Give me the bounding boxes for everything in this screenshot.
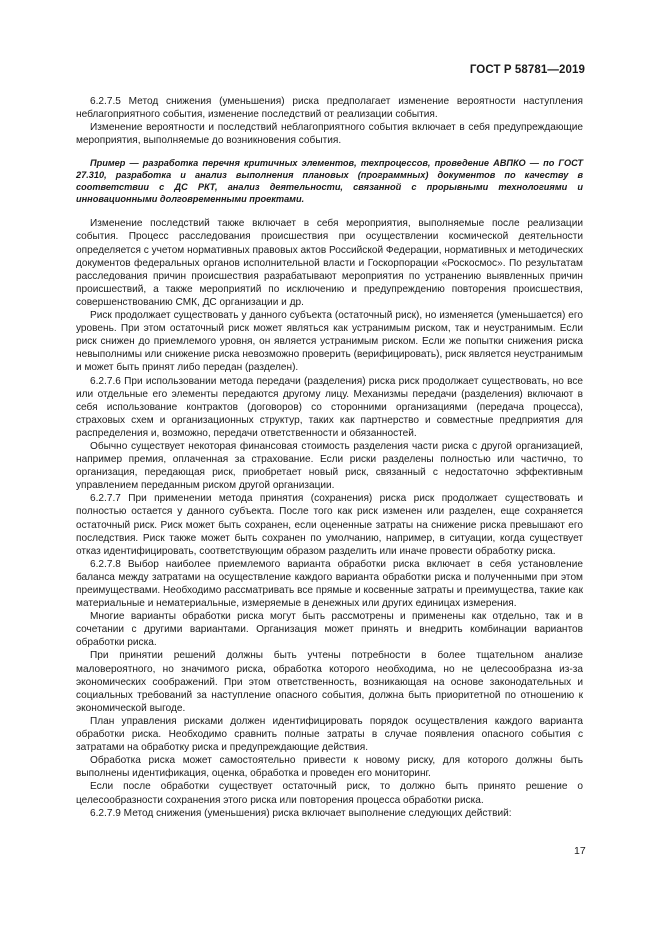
paragraph-6-2-7-8: 6.2.7.8 Выбор наиболее приемлемого варианта обработки риска включает в себя установление баланса между затратами на осуществление каждого варианта обработки риска и полученными при этом преимуществами. Необходимо рассматривать все прямые и косвенные затраты и преимущества, такие как материальные и нематериальные, измеряемые в денежных или других единицах измерения.: [76, 558, 583, 610]
page-number: 17: [574, 845, 586, 857]
paragraph: План управления рисками должен идентифицировать порядок осуществления каждого варианта обработки риска. Необходимо сравнить полные затраты в случае появления опасного события с затратами на обработку риска и предупреждающие действия.: [76, 715, 583, 754]
paragraph-6-2-7-5: 6.2.7.5 Метод снижения (уменьшения) риска предполагает изменение вероятности наступления неблагоприятного события, изменение последствий от реализации события.: [76, 96, 583, 121]
paragraph-6-2-7-9: 6.2.7.9 Метод снижения (уменьшения) риска включает выполнение следующих действий:: [90, 807, 512, 819]
paragraph: Обычно существует некоторая финансовая стоимость разделения части риска с другой организацией, например премия, оплаченная за страхование. Если риски разделены полностью или частично, то организация, передающая риск, приобретает новый риск, связанный с недостаточно эффективным управлением переданным риском другой организации.: [76, 440, 583, 492]
paragraph: Если после обработки существует остаточный риск, то должно быть принято решение о целесообразности сохранения этого риска или повторения процесса обработки риска.: [76, 781, 583, 806]
paragraph: При принятии решений должны быть учтены потребности в более тщательном анализе маловероятного, но значимого риска, обработка которого необходима, но не целесообразна из-за экономических соображений. При этом ответственность, возникающая на основе законодательных и социальных требований за наступление опасного события, должна быть приоритетной по отношению к экономической выгоде.: [76, 650, 583, 714]
paragraph: Обработка риска может самостоятельно привести к новому риску, для которого должны быть выполнены идентификация, оценка, обработка и проведен его мониторинг.: [76, 755, 583, 780]
body-text: [76, 95, 583, 820]
paragraph-6-2-7-7: 6.2.7.7 При применении метода принятия (сохранения) риска риск продолжает существовать и полностью остается у данного субъекта. После того как риск изменен или разделен, еще сохраняется остаточный риск. Риск может быть сохранен, если оцененные затраты на снижение риска превышают его последствия. Риск также может быть сохранен по умолчанию, например, в ситуации, когда существует отказ идентифицировать, соответствующим образом разделить или иначе провести обработку риска.: [76, 493, 583, 557]
paragraph: Изменение последствий также включает в себя мероприятия, выполняемые после реализации события. Процесс расследования происшествия при осуществлении космической деятельности определяется с учетом нормативных правовых актов Российской Федерации, нормативных и методических документов федеральных органов исполнительной власти и Госкорпорации «Роскосмос». По результатам расследования причин происшествия разрабатывают мероприятия по устранению выявленных причин происшествий, а также мероприятий по исключению и предупреждению повторения происшествия, совершенствованию СМК, ДС организации и др.: [76, 218, 583, 308]
paragraph: Риск продолжает существовать у данного субъекта (остаточный риск), но изменяется (уменьшается) его уровень. При этом остаточный риск может являться как устранимым риском, так и неустранимым. Если риск снижен до приемлемого уровня, он является устранимым риском. Если же попытки снижения риска невыполнимы или снижение риска невозможно проверить (верифицировать), риск является неустранимым и может быть принят либо передан (разделен).: [76, 310, 583, 374]
standard-id-header: ГОСТ Р 58781—2019: [469, 64, 585, 76]
paragraph: Изменение вероятности и последствий неблагоприятного события включает в себя предупреждающие мероприятия, выполняемые до возникновения события.: [76, 122, 583, 147]
paragraph: Многие варианты обработки риска могут быть рассмотрены и применены как отдельно, так и в сочетании с другими вариантами. Организация может принять и внедрить комбинации вариантов обработки риска.: [76, 611, 583, 649]
example-note: Пример — разработка перечня критичных элементов, техпроцессов, проведение АВПКО — по ГОСТ 27.310, разработка и анализ выполнения плановых (программных) документов по качеству в соответствии с ДС РКТ, анализ деятельности, связанной с прорывными технологиями и инновационными долговременными проектами.: [76, 158, 583, 205]
paragraph-6-2-7-6: 6.2.7.6 При использовании метода передачи (разделения) риска риск продолжает существовать, но все или отдельные его элементы передаются другому лицу. Механизмы передачи (разделения) включают в себя использование контрактов (договоров) со сторонними организациями (передача процесса), страховых схем и организационных структур, таких как партнерство и совместные предприятия для распределения и, возможно, передачи ответственности и обязанностей.: [76, 375, 583, 439]
